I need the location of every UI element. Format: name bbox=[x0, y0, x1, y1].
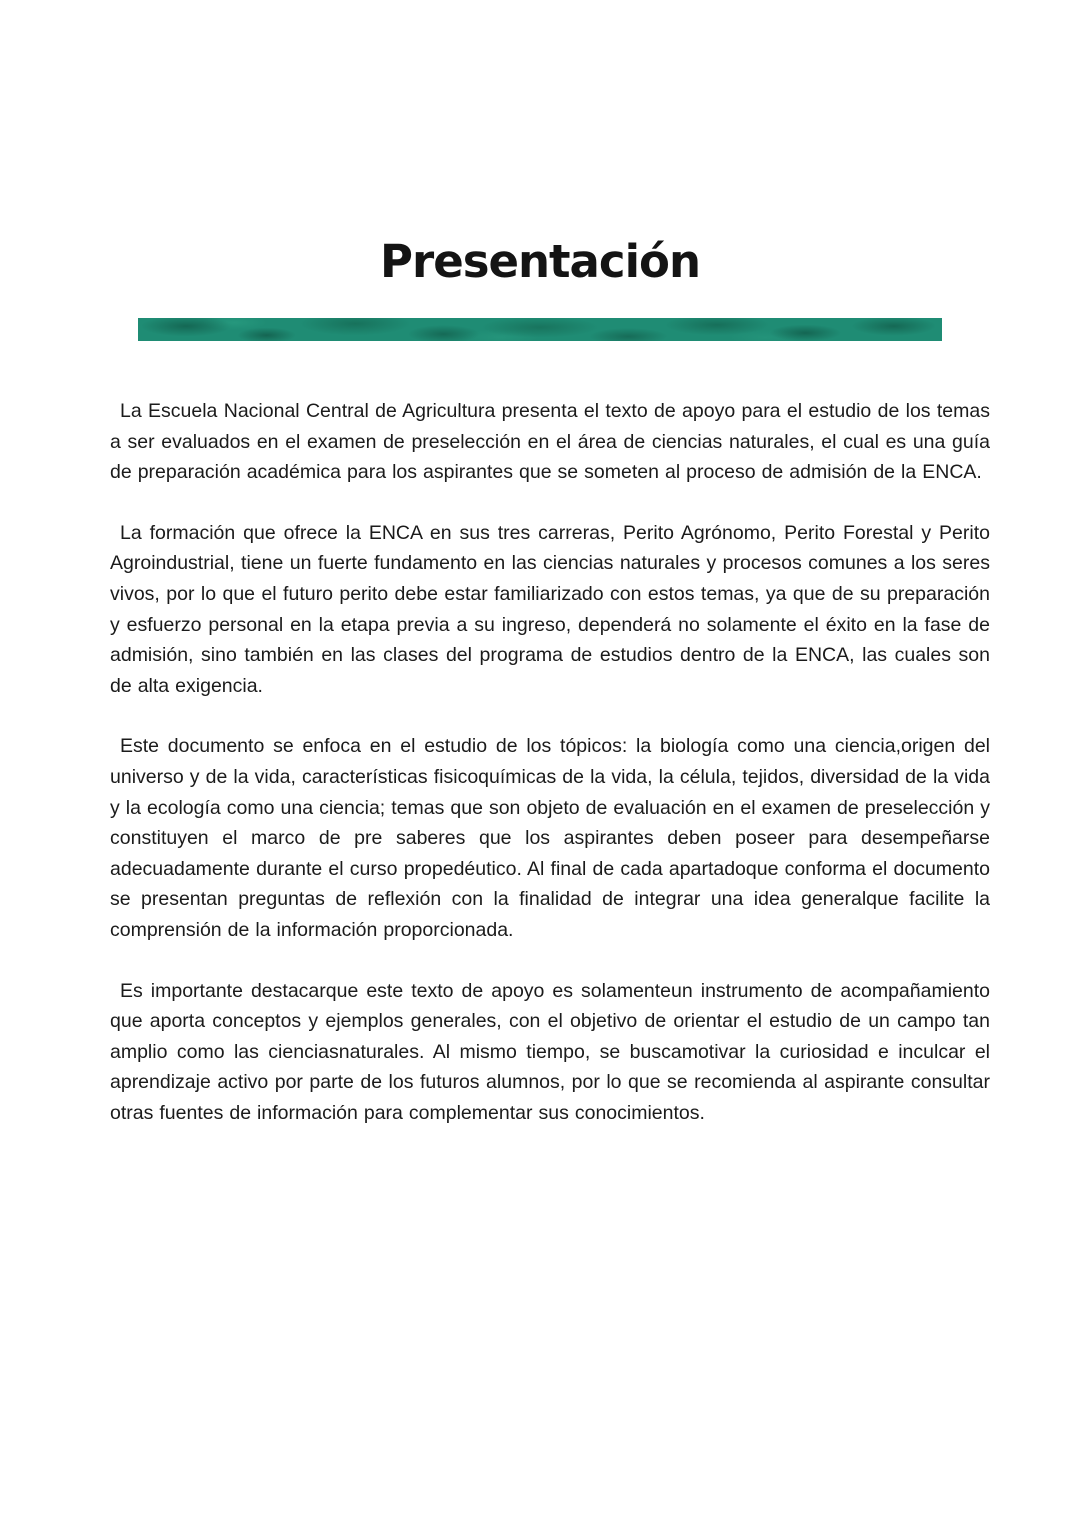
accent-bar bbox=[138, 318, 942, 341]
body-text bbox=[110, 396, 990, 1158]
paragraph: La formación que ofrece la ENCA en sus tres carreras, Perito Agrónomo, Perito Forestal y Perito Agroindustrial, tiene un fuerte fundamento en las ciencias naturales y procesos comunes a los seres vivos, por lo que el futuro perito debe estar familiarizado con estos temas, ya que de su preparación y esfuerzo personal en la etapa previa a su ingreso, dependerá no solamente el éxito en la fase de admisión, sino también en las clases del programa de estudios dentro de la ENCA, las cuales son de alta exigencia. bbox=[110, 521, 990, 697]
paragraph: Este documento se enfoca en el estudio de los tópicos: la biología como una ciencia,origen del universo y de la vida, características fisicoquímicas de la vida, la célula, tejidos, diversidad de la vida y la ecología como una ciencia; temas que son objeto de evaluación en el examen de preselección y constituyen el marco de pre saberes que los aspirantes deben poseer para desempeñarse adecuadamente durante el curso propedéutico. Al final de cada apartadoque conforma el documento se presentan preguntas de reflexión con la finalidad de integrar una idea generalque facilite la comprensión de la información proporcionada. bbox=[110, 735, 990, 941]
paragraph: La Escuela Nacional Central de Agricultura presenta el texto de apoyo para el estudio de los temas a ser evaluados en el examen de preselección en el área de ciencias naturales, el cual es una guía de preparación académica para los aspirantes que se someten al proceso de admisión de la ENCA. bbox=[110, 400, 990, 484]
paragraph: Es importante destacarque este texto de apoyo es solamenteun instrumento de acompañamiento que aporta conceptos y ejemplos generales, con el objetivo de orientar el estudio de un campo tan amplio como las cienciasnaturales. Al mismo tiempo, se buscamotivar la curiosidad e inculcar el aprendizaje activo por parte de los futuros alumnos, por lo que se recomienda al aspirante consultar otras fuentes de información para complementar sus conocimientos. bbox=[110, 979, 990, 1124]
page-title: Presentación bbox=[380, 235, 700, 288]
